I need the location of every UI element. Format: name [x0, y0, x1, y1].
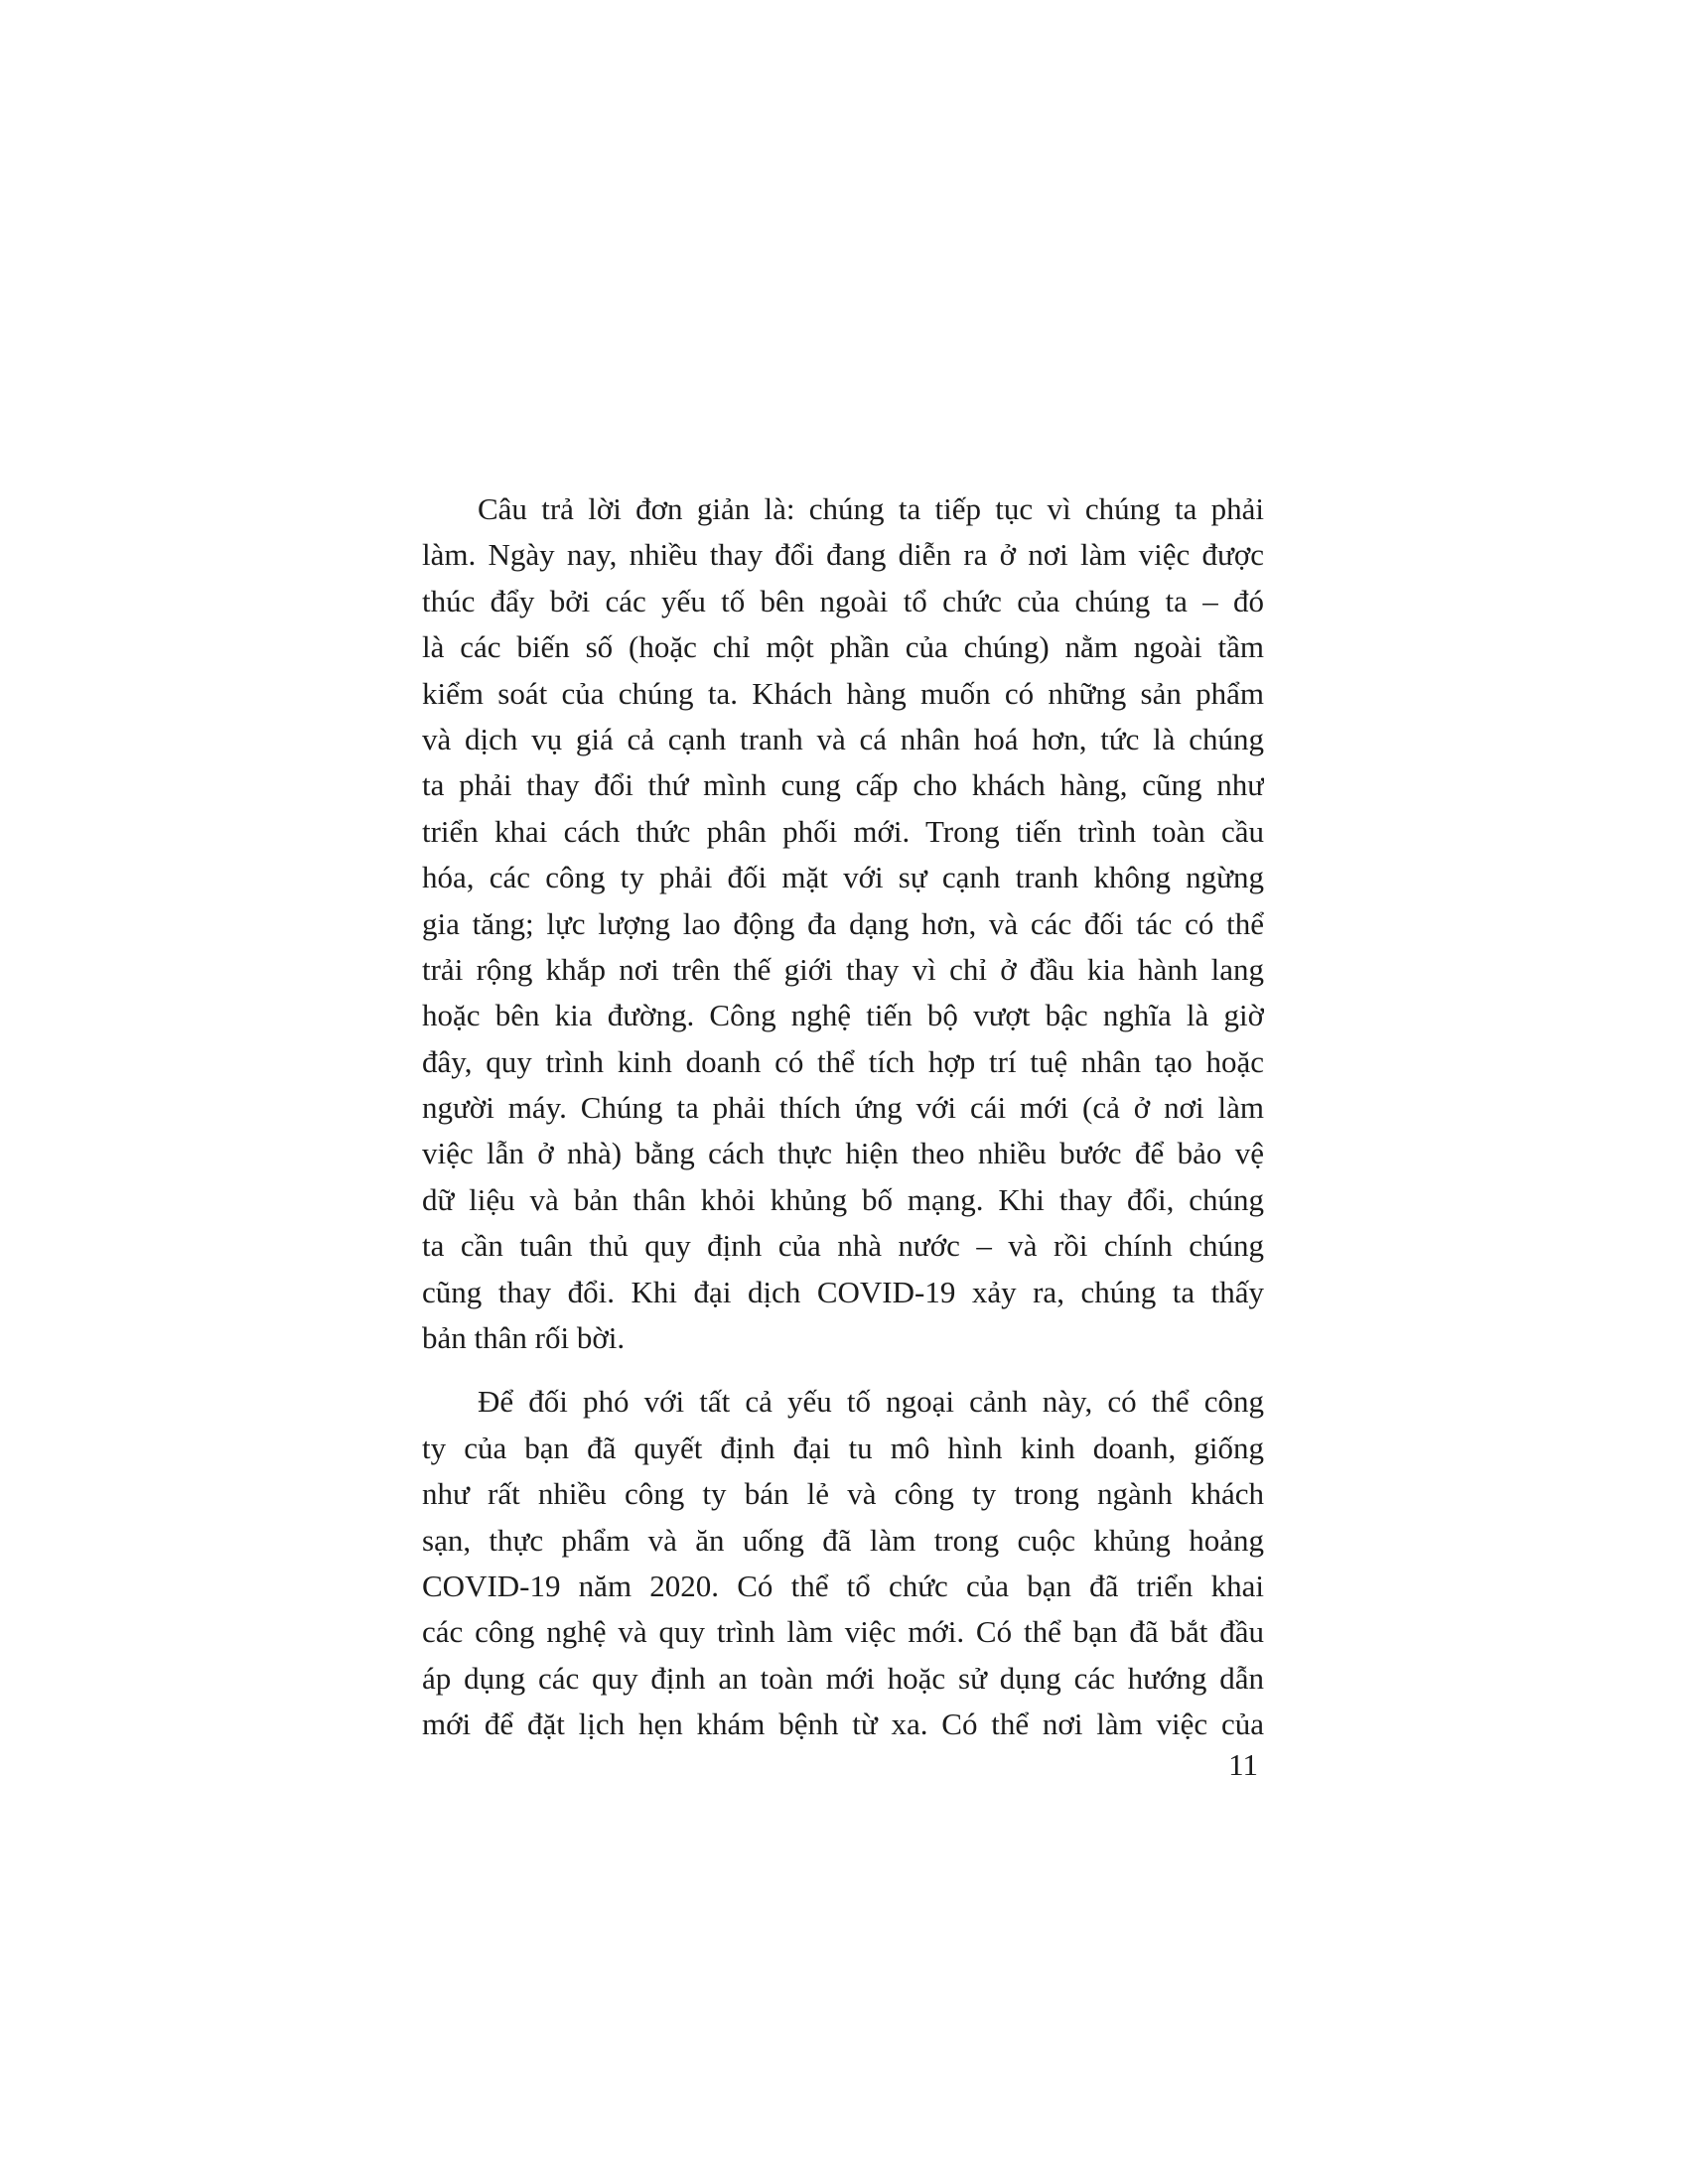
page-number: 11	[1228, 1747, 1258, 1782]
text-line: COVID-19 năm 2020. Có thể tổ chức của bạn đã triển khai	[422, 1568, 1264, 1603]
text-line: Để đối phó với tất cả yếu tố ngoại cảnh này, có thể công	[478, 1384, 1264, 1420]
text-line: Câu trả lời đơn giản là: chúng ta tiếp tục vì chúng ta phải	[478, 491, 1264, 526]
text-line: cũng thay đổi. Khi đại dịch COVID-19 xảy ra, chúng ta thấy	[422, 1274, 1264, 1309]
text-line: dữ liệu và bản thân khỏi khủng bố mạng. Khi thay đổi, chúng	[422, 1181, 1264, 1217]
text-line: thúc đẩy bởi các yếu tố bên ngoài tổ chức của chúng ta – đó	[422, 583, 1264, 618]
text-line: ta phải thay đổi thứ mình cung cấp cho khách hàng, cũng như	[422, 767, 1264, 803]
text-line: hóa, các công ty phải đối mặt với sự cạnh tranh không ngừng	[422, 860, 1264, 895]
text-line: áp dụng các quy định an toàn mới hoặc sử dụng các hướng dẫn	[422, 1660, 1264, 1696]
text-line: các công nghệ và quy trình làm việc mới. Có thể bạn đã bắt đầu	[422, 1614, 1264, 1650]
text-line: hoặc bên kia đường. Công nghệ tiến bộ vượt bậc nghĩa là giờ	[422, 998, 1264, 1033]
text-line: gia tăng; lực lượng lao động đa dạng hơn, và các đối tác có thể	[422, 905, 1264, 941]
text-line: mới để đặt lịch hẹn khám bệnh từ xa. Có thể nơi làm việc của	[422, 1706, 1264, 1742]
text-line: việc lẫn ở nhà) bằng cách thực hiện theo nhiều bước để bảo vệ	[422, 1136, 1264, 1171]
text-line: và dịch vụ giá cả cạnh tranh và cá nhân hoá hơn, tức là chúng	[422, 721, 1264, 756]
text-line: ty của bạn đã quyết định đại tu mô hình kinh doanh, giống	[422, 1430, 1264, 1465]
text-line: làm. Ngày nay, nhiều thay đổi đang diễn ra ở nơi làm việc được	[422, 537, 1264, 573]
paragraph	[422, 1379, 1264, 1747]
text-line: như rất nhiều công ty bán lẻ và công ty trong ngành khách	[422, 1476, 1264, 1512]
text-line: trải rộng khắp nơi trên thế giới thay vì chỉ ở đầu kia hành lang	[422, 951, 1264, 987]
body-text	[422, 486, 1264, 1748]
text-line: bản thân rối bời.	[422, 1320, 626, 1356]
text-line: ta cần tuân thủ quy định của nhà nước – và rồi chính chúng	[422, 1228, 1264, 1264]
text-line: đây, quy trình kinh doanh có thể tích hợp trí tuệ nhân tạo hoặc	[422, 1043, 1264, 1079]
text-line: sạn, thực phẩm và ăn uống đã làm trong cuộc khủng hoảng	[422, 1522, 1264, 1558]
text-line: là các biến số (hoặc chỉ một phần của chúng) nằm ngoài tầm	[422, 629, 1264, 665]
text-line: kiểm soát của chúng ta. Khách hàng muốn có những sản phẩm	[422, 675, 1264, 711]
paragraph	[422, 486, 1264, 1361]
text-line: người máy. Chúng ta phải thích ứng với cái mới (cả ở nơi làm	[422, 1090, 1264, 1126]
text-line: triển khai cách thức phân phối mới. Trong tiến trình toàn cầu	[422, 813, 1264, 849]
